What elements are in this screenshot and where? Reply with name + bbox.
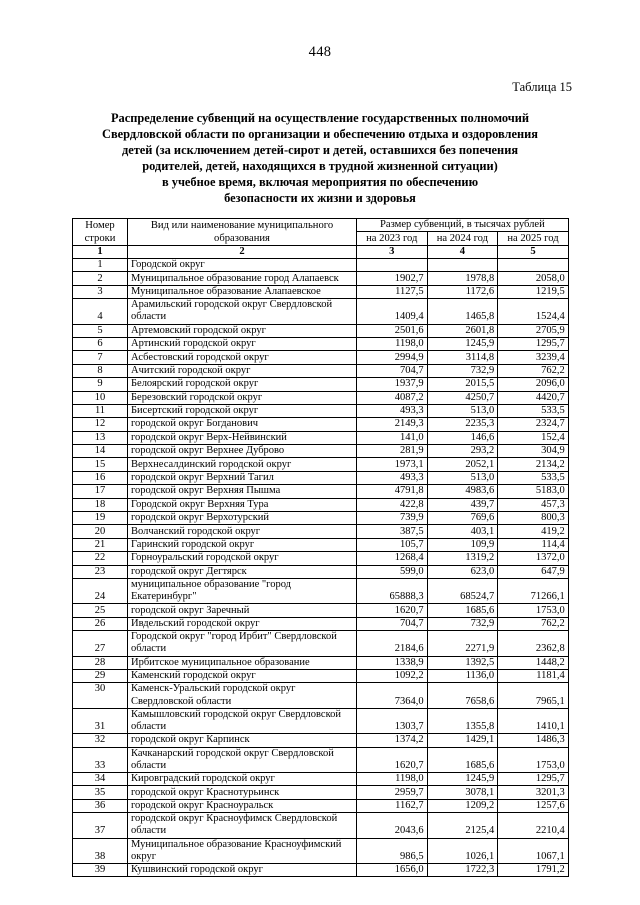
municipality-name-cell: Ирбитское муниципальное образование [128,656,357,669]
value-2024-cell: 1465,8 [427,299,498,324]
header-row-number-line2: строки [84,232,116,244]
value-2024-cell: 3078,1 [427,786,498,799]
municipality-name-cell: Ивдельский городской округ [128,617,357,630]
value-2024-cell: 146,6 [427,431,498,444]
column-number-1: 1 [73,245,128,258]
value-2023-cell: 1656,0 [357,863,428,876]
value-2025-cell: 1295,7 [498,337,569,350]
table-row [73,734,569,747]
value-2023-cell: 1620,7 [357,747,428,772]
header-year-2025: на 2025 год [498,232,569,245]
table-row [73,418,569,431]
table-row [73,512,569,525]
value-2023-cell: 1409,4 [357,299,428,324]
value-2025-cell: 419,2 [498,525,569,538]
municipality-name-cell: Артемовский городской округ [128,324,357,337]
row-number-cell: 10 [73,391,128,404]
title-line-4: родителей, детей, находящихся в трудной жизненной ситуации) [142,159,498,174]
value-2023-cell: 1620,7 [357,604,428,617]
value-2025-cell: 647,9 [498,565,569,578]
table-row [73,669,569,682]
value-2024-cell: 732,9 [427,364,498,377]
row-number-cell: 3 [73,285,128,298]
value-2023-cell: 1973,1 [357,458,428,471]
table-row [73,578,569,603]
column-number-5: 5 [498,245,569,258]
value-2023-cell: 493,3 [357,404,428,417]
value-2025-cell: 7965,1 [498,683,569,708]
value-2023-cell: 387,5 [357,525,428,538]
value-2024-cell: 68524,7 [427,578,498,603]
table-row [73,498,569,511]
row-number-cell: 39 [73,863,128,876]
value-2024-cell: 1429,1 [427,734,498,747]
column-number-3: 3 [357,245,428,258]
value-2025-cell: 114,4 [498,538,569,551]
table-row [73,604,569,617]
table-row [73,525,569,538]
header-row-number [73,219,128,246]
value-2025-cell: 1067,1 [498,838,569,863]
value-2025-cell: 533,5 [498,471,569,484]
table-row [73,285,569,298]
row-number-cell: 32 [73,734,128,747]
municipality-name-cell: Качканарский городской округ Свердловской области [128,747,357,772]
value-2025-cell: 762,2 [498,364,569,377]
row-number-cell: 35 [73,786,128,799]
table-row [73,364,569,377]
row-number-cell: 20 [73,525,128,538]
value-2025-cell: 1753,0 [498,604,569,617]
municipality-name-cell: Муниципальное образование Алапаевское [128,285,357,298]
table-row [73,617,569,630]
value-2023-cell: 1338,9 [357,656,428,669]
value-2024-cell [427,258,498,271]
value-2025-cell: 3239,4 [498,351,569,364]
header-row-number-line1: Номер [85,220,115,232]
row-number-cell: 16 [73,471,128,484]
value-2024-cell: 1319,2 [427,552,498,565]
table-row [73,552,569,565]
table-row [73,391,569,404]
value-2024-cell: 1136,0 [427,669,498,682]
table-row [73,404,569,417]
municipality-name-cell: Волчанский городской округ [128,525,357,538]
table-row [73,683,569,708]
value-2025-cell: 1181,4 [498,669,569,682]
value-2025-cell: 1524,4 [498,299,569,324]
value-2025-cell: 1753,0 [498,747,569,772]
municipality-name-cell: городской округ Дегтярск [128,565,357,578]
value-2024-cell: 109,9 [427,538,498,551]
title-line-6: безопасности их жизни и здоровья [224,191,416,206]
municipality-name-cell: Арамильский городской округ Свердловской области [128,299,357,324]
value-2024-cell: 4983,6 [427,485,498,498]
value-2025-cell: 2362,8 [498,631,569,656]
value-2025-cell: 800,3 [498,512,569,525]
value-2025-cell: 1295,7 [498,772,569,785]
value-2024-cell: 1355,8 [427,708,498,733]
value-2023-cell: 1198,0 [357,772,428,785]
value-2023-cell: 65888,3 [357,578,428,603]
row-number-cell: 11 [73,404,128,417]
table-row [73,786,569,799]
title-line-5: в учебное время, включая мероприятия по обеспечению [161,175,479,190]
value-2025-cell: 304,9 [498,445,569,458]
header-row-column-numbers [73,245,569,258]
table-row [73,799,569,812]
municipality-name-cell: городской округ Верхотурский [128,512,357,525]
table-row [73,272,569,285]
header-name-line2: образования [214,232,270,244]
value-2025-cell: 1410,1 [498,708,569,733]
table-row [73,631,569,656]
value-2023-cell: 1092,2 [357,669,428,682]
value-2025-cell: 1257,6 [498,799,569,812]
column-number-2: 2 [128,245,357,258]
header-year-2023: на 2023 год [357,232,428,245]
row-number-cell: 31 [73,708,128,733]
municipality-name-cell: Асбестовский городской округ [128,351,357,364]
municipality-name-cell: Бисертский городской округ [128,404,357,417]
table-row [73,299,569,324]
row-number-cell: 2 [73,272,128,285]
municipality-name-cell: городской округ Красноуфимск Свердловской области [128,813,357,838]
municipality-name-cell: Артинский городской округ [128,337,357,350]
value-2025-cell: 1219,5 [498,285,569,298]
row-number-cell: 19 [73,512,128,525]
row-number-cell: 29 [73,669,128,682]
row-number-cell: 28 [73,656,128,669]
value-2023-cell: 599,0 [357,565,428,578]
row-number-cell: 33 [73,747,128,772]
value-2024-cell: 2015,5 [427,378,498,391]
table-body [73,258,569,876]
value-2024-cell: 4250,7 [427,391,498,404]
value-2024-cell: 513,0 [427,471,498,484]
municipality-name-cell: Белоярский городской округ [128,378,357,391]
value-2025-cell: 1791,2 [498,863,569,876]
value-2024-cell: 2125,4 [427,813,498,838]
value-2024-cell: 623,0 [427,565,498,578]
municipality-name-cell: Городской округ [128,258,357,271]
table-row [73,378,569,391]
value-2025-cell: 5183,0 [498,485,569,498]
header-year-2024: на 2024 год [427,232,498,245]
municipality-name-cell: Кировградский городской округ [128,772,357,785]
value-2024-cell: 513,0 [427,404,498,417]
table-row [73,708,569,733]
row-number-cell: 12 [73,418,128,431]
row-number-cell: 18 [73,498,128,511]
value-2025-cell: 4420,7 [498,391,569,404]
municipality-name-cell: Верхнесалдинский городской округ [128,458,357,471]
value-2024-cell: 769,6 [427,512,498,525]
value-2025-cell: 2134,2 [498,458,569,471]
municipality-name-cell: городской округ Богданович [128,418,357,431]
municipality-name-cell: Городской округ "город Ирбит" Свердловской области [128,631,357,656]
title-line-3: детей (за исключением детей-сирот и детей, оставшихся без попечения [121,143,519,158]
municipality-name-cell: Муниципальное образование Красноуфимский округ [128,838,357,863]
value-2025-cell: 762,2 [498,617,569,630]
row-number-cell: 17 [73,485,128,498]
value-2025-cell: 3201,3 [498,786,569,799]
value-2024-cell: 1685,6 [427,747,498,772]
row-number-cell: 30 [73,683,128,708]
row-number-cell: 25 [73,604,128,617]
title-line-2: Свердловской области по организации и обеспечению отдыха и оздоровления [102,127,538,142]
value-2024-cell: 1245,9 [427,772,498,785]
municipality-name-cell: городской округ Заречный [128,604,357,617]
row-number-cell: 1 [73,258,128,271]
row-number-cell: 9 [73,378,128,391]
row-number-cell: 14 [73,445,128,458]
municipality-name-cell: Ачитский городской округ [128,364,357,377]
table-row [73,772,569,785]
row-number-cell: 21 [73,538,128,551]
municipality-name-cell: Гаринский городской округ [128,538,357,551]
municipality-name-cell: Кушвинский городской округ [128,863,357,876]
municipality-name-cell: Каменский городской округ [128,669,357,682]
municipality-name-cell: городской округ Верхний Тагил [128,471,357,484]
municipality-name-cell: Березовский городской округ [128,391,357,404]
value-2024-cell: 732,9 [427,617,498,630]
value-2023-cell: 7364,0 [357,683,428,708]
value-2023-cell: 4087,2 [357,391,428,404]
value-2025-cell: 2705,9 [498,324,569,337]
row-number-cell: 24 [73,578,128,603]
table-head [73,219,569,259]
value-2023-cell: 1198,0 [357,337,428,350]
value-2024-cell: 293,2 [427,445,498,458]
municipality-name-cell: Камышловский городской округ Свердловской области [128,708,357,733]
municipality-name-cell: городской округ Краснотурьинск [128,786,357,799]
value-2024-cell: 1722,3 [427,863,498,876]
municipality-name-cell: городской округ Верх-Нейвинский [128,431,357,444]
value-2023-cell: 1374,2 [357,734,428,747]
value-2023-cell: 1162,7 [357,799,428,812]
value-2024-cell: 3114,8 [427,351,498,364]
value-2023-cell [357,258,428,271]
value-2023-cell: 704,7 [357,617,428,630]
row-number-cell: 26 [73,617,128,630]
row-number-cell: 6 [73,337,128,350]
table-row [73,565,569,578]
row-number-cell: 36 [73,799,128,812]
table-row [73,445,569,458]
table-row [73,656,569,669]
table-row [73,324,569,337]
value-2023-cell: 1127,5 [357,285,428,298]
municipality-name-cell: Горноуральский городской округ [128,552,357,565]
header-amount-group: Размер субвенций, в тысячах рублей [357,219,569,232]
table-row [73,485,569,498]
value-2023-cell: 704,7 [357,364,428,377]
value-2024-cell: 403,1 [427,525,498,538]
value-2024-cell: 1392,5 [427,656,498,669]
value-2024-cell: 439,7 [427,498,498,511]
page-number: 448 [308,44,332,60]
document-title [70,110,570,207]
municipality-name-cell: городской округ Верхняя Пышма [128,485,357,498]
table-row [73,431,569,444]
table-row [73,471,569,484]
table-row [73,351,569,364]
value-2025-cell: 152,4 [498,431,569,444]
table-row [73,458,569,471]
municipality-name-cell: городской округ Верхнее Дуброво [128,445,357,458]
value-2025-cell: 1486,3 [498,734,569,747]
row-number-cell: 8 [73,364,128,377]
row-number-cell: 34 [73,772,128,785]
municipality-name-cell: Городской округ Верхняя Тура [128,498,357,511]
value-2024-cell: 7658,6 [427,683,498,708]
value-2023-cell: 2184,6 [357,631,428,656]
value-2024-cell: 1245,9 [427,337,498,350]
value-2023-cell: 739,9 [357,512,428,525]
value-2024-cell: 2271,9 [427,631,498,656]
municipality-name-cell: Каменск-Уральский городской округ Свердловской области [128,683,357,708]
row-number-cell: 22 [73,552,128,565]
value-2025-cell: 1372,0 [498,552,569,565]
value-2024-cell: 2601,8 [427,324,498,337]
table-row [73,838,569,863]
municipality-name-cell: городской округ Карпинск [128,734,357,747]
row-number-cell: 7 [73,351,128,364]
municipality-name-cell: городской округ Красноуральск [128,799,357,812]
value-2024-cell: 2052,1 [427,458,498,471]
value-2025-cell: 2210,4 [498,813,569,838]
row-number-cell: 4 [73,299,128,324]
value-2023-cell: 2149,3 [357,418,428,431]
value-2025-cell: 71266,1 [498,578,569,603]
table-row [73,747,569,772]
value-2023-cell: 141,0 [357,431,428,444]
value-2023-cell: 4791,8 [357,485,428,498]
header-row-main [73,219,569,232]
row-number-cell: 27 [73,631,128,656]
value-2025-cell: 457,3 [498,498,569,511]
value-2025-cell [498,258,569,271]
value-2023-cell: 2959,7 [357,786,428,799]
value-2023-cell: 1303,7 [357,708,428,733]
value-2024-cell: 1026,1 [427,838,498,863]
header-municipality-name [128,219,357,246]
value-2023-cell: 2043,6 [357,813,428,838]
header-name-line1: Вид или наименование муниципального [150,220,334,232]
subventions-table [72,218,569,877]
row-number-cell: 5 [73,324,128,337]
municipality-name-cell: муниципальное образование "город Екатеринбург" [128,578,357,603]
value-2023-cell: 986,5 [357,838,428,863]
row-number-cell: 15 [73,458,128,471]
value-2023-cell: 493,3 [357,471,428,484]
table-row [73,863,569,876]
table-row [73,538,569,551]
row-number-cell: 37 [73,813,128,838]
value-2023-cell: 422,8 [357,498,428,511]
value-2025-cell: 533,5 [498,404,569,417]
value-2025-cell: 2058,0 [498,272,569,285]
table-row [73,813,569,838]
value-2024-cell: 2235,3 [427,418,498,431]
value-2023-cell: 2994,9 [357,351,428,364]
value-2024-cell: 1209,2 [427,799,498,812]
municipality-name-cell: Муниципальное образование город Алапаевск [128,272,357,285]
value-2023-cell: 1902,7 [357,272,428,285]
value-2024-cell: 1172,6 [427,285,498,298]
column-number-4: 4 [427,245,498,258]
table-row [73,258,569,271]
table-row [73,337,569,350]
row-number-cell: 23 [73,565,128,578]
table-label: Таблица 15 [512,80,572,94]
value-2025-cell: 1448,2 [498,656,569,669]
title-line-1: Распределение субвенций на осуществление государственных полномочий [110,111,530,125]
value-2023-cell: 1268,4 [357,552,428,565]
value-2025-cell: 2096,0 [498,378,569,391]
value-2023-cell: 105,7 [357,538,428,551]
value-2023-cell: 2501,6 [357,324,428,337]
row-number-cell: 38 [73,838,128,863]
value-2024-cell: 1685,6 [427,604,498,617]
value-2024-cell: 1978,8 [427,272,498,285]
value-2025-cell: 2324,7 [498,418,569,431]
row-number-cell: 13 [73,431,128,444]
value-2023-cell: 281,9 [357,445,428,458]
value-2023-cell: 1937,9 [357,378,428,391]
